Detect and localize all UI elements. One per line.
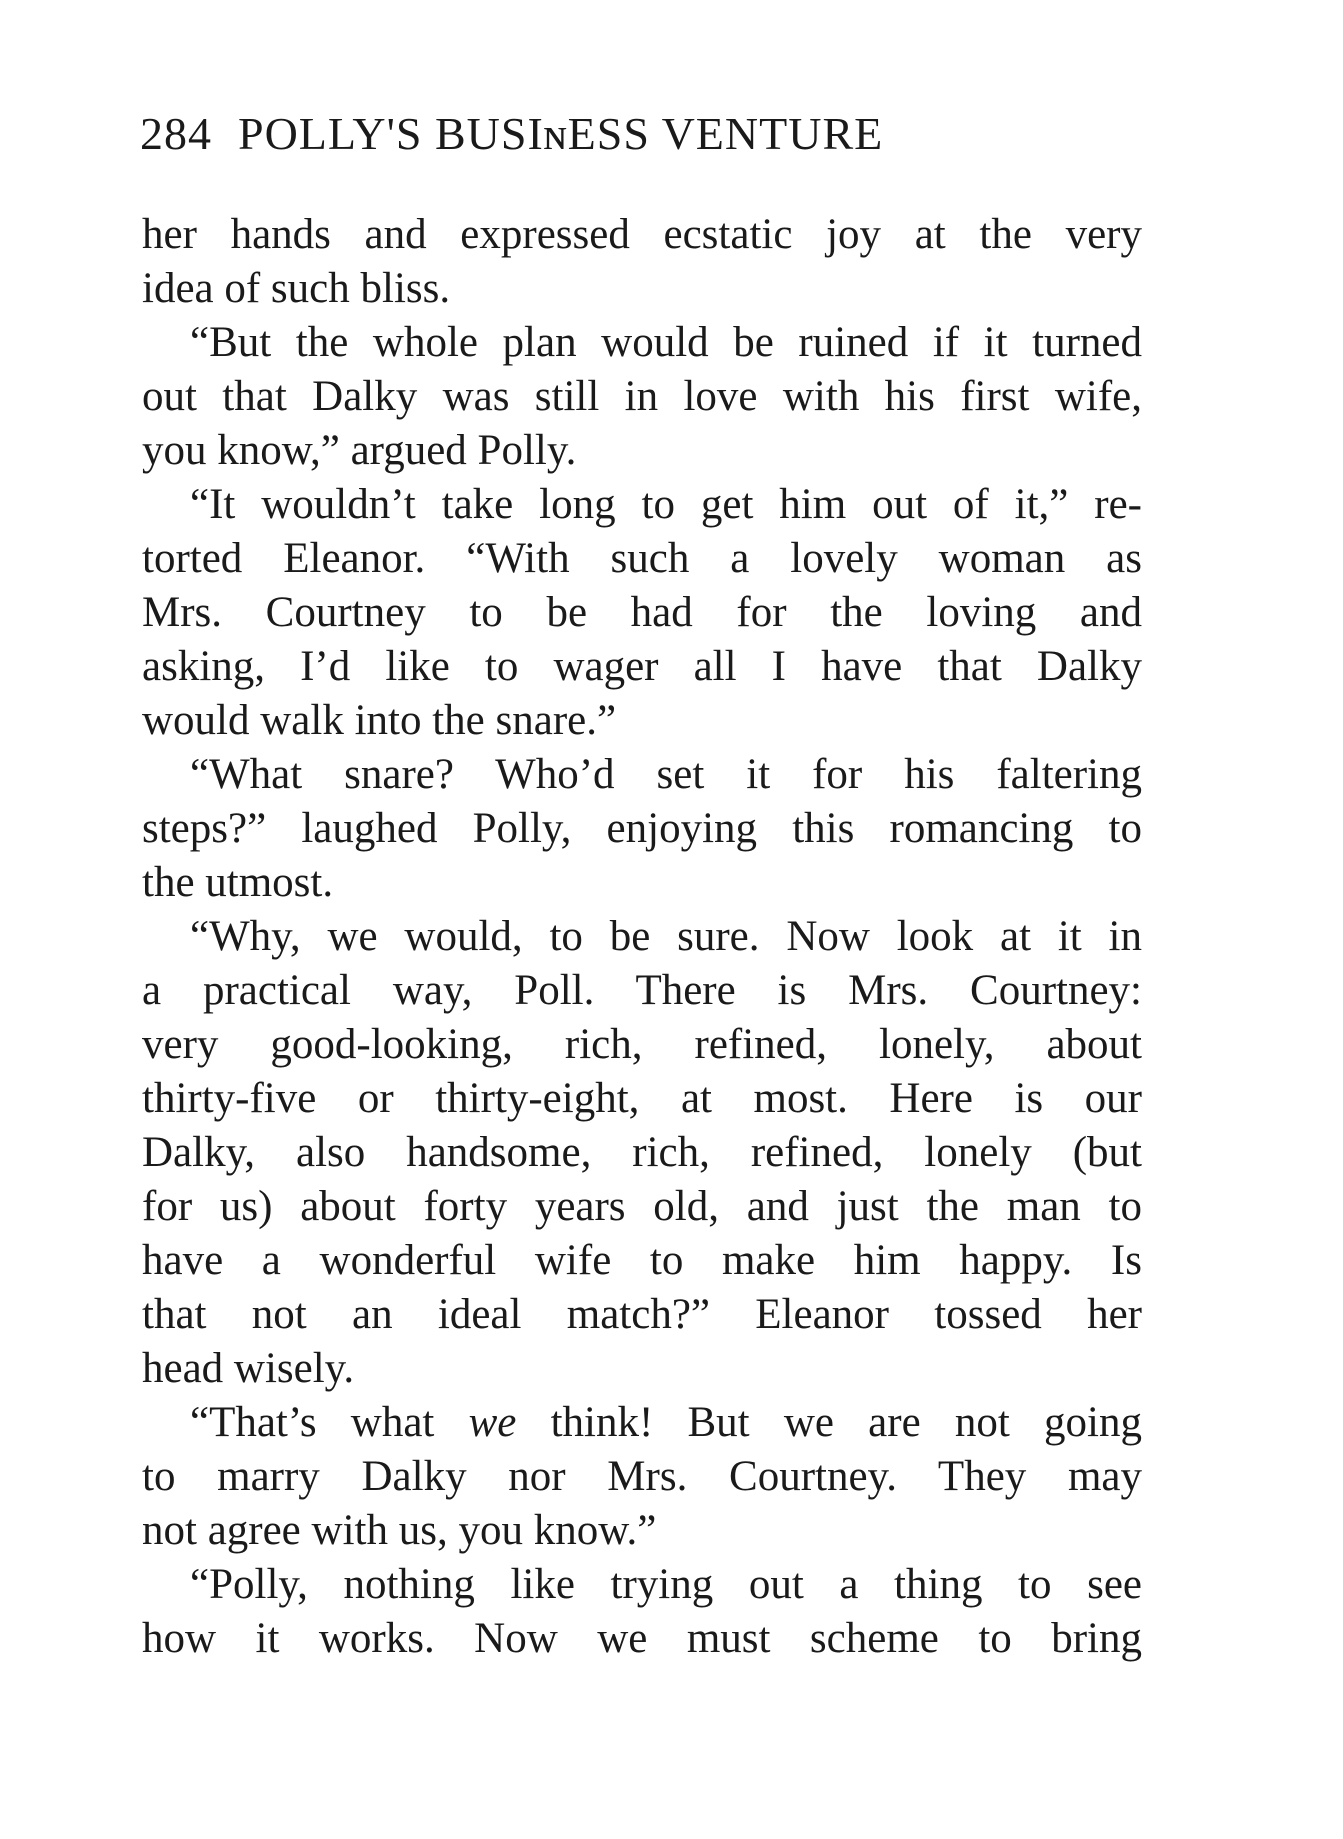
text-line: “That’s what we think! But we are not going — [190, 1399, 1142, 1446]
running-title: POLLY'S BUSIɴESS VENTURE — [238, 108, 884, 159]
page-number: 284 — [140, 108, 212, 159]
text-line: “It wouldn’t take long to get him out of it,” re- — [190, 481, 1142, 528]
text-line: head wisely. — [142, 1345, 355, 1392]
text-line: not agree with us, you know.” — [142, 1507, 657, 1554]
text-line: for us) about forty years old, and just the man to — [142, 1183, 1142, 1230]
text-line: Mrs. Courtney to be had for the loving and — [142, 589, 1142, 636]
text-line: how it works. Now we must scheme to bring — [142, 1615, 1142, 1662]
text-line: that not an ideal match?” Eleanor tossed her — [142, 1291, 1142, 1338]
text-line: idea of such bliss. — [142, 265, 451, 312]
page-header — [140, 104, 1140, 164]
text-line: a practical way, Poll. There is Mrs. Courtney: — [142, 967, 1142, 1014]
text-line: her hands and expressed ecstatic joy at the very — [142, 211, 1142, 258]
text-line: “Polly, nothing like trying out a thing to see — [190, 1561, 1142, 1608]
emphasis-we: we — [468, 1399, 517, 1446]
text-line: have a wonderful wife to make him happy. Is — [142, 1237, 1142, 1284]
text-line: torted Eleanor. “With such a lovely woman as — [142, 535, 1142, 582]
text-line: thirty-five or thirty-eight, at most. Here is our — [142, 1075, 1142, 1122]
text-line: very good-looking, rich, refined, lonely, about — [142, 1021, 1142, 1068]
body-text — [142, 208, 1142, 1666]
text-line: “But the whole plan would be ruined if it turned — [190, 319, 1142, 366]
text-line: you know,” argued Polly. — [142, 427, 577, 474]
text-line: the utmost. — [142, 859, 334, 906]
text-line: steps?” laughed Polly, enjoying this romancing to — [142, 805, 1142, 852]
text-line: “Why, we would, to be sure. Now look at it in — [190, 913, 1142, 960]
text-line: to marry Dalky nor Mrs. Courtney. They may — [142, 1453, 1142, 1500]
text-line: out that Dalky was still in love with his first wife, — [142, 373, 1142, 420]
text-line: would walk into the snare.” — [142, 697, 617, 744]
text-line: asking, I’d like to wager all I have that Dalky — [142, 643, 1142, 690]
text-line: Dalky, also handsome, rich, refined, lonely (but — [142, 1129, 1142, 1176]
text-line: “What snare? Who’d set it for his faltering — [190, 751, 1142, 798]
